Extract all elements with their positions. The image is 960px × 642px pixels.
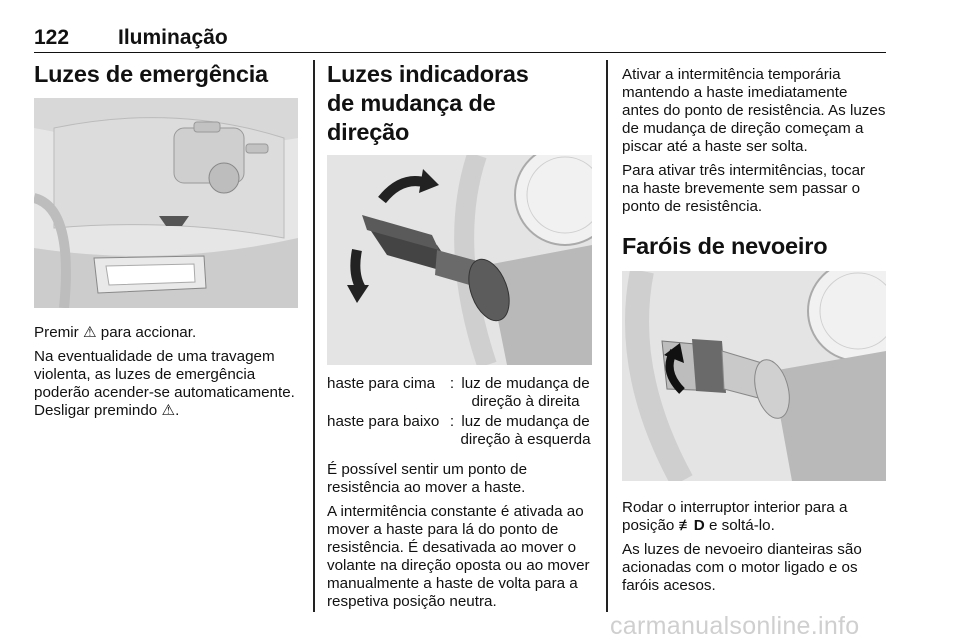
hazard-switch-illustration: [34, 98, 298, 308]
three-flashes-paragraph: Para ativar três intermitências, tocar na haste brevemente sem passar o ponto de resistência.: [622, 162, 866, 215]
hazard-paragraph: Na eventualidade de uma travagem violenta, as luzes de emergência poderão acender-se automaticamente. Desligar premindo: [34, 348, 295, 419]
chapter-title: Iluminação: [118, 26, 228, 49]
section-title: Luzes de emergência: [34, 61, 268, 87]
lever-position: haste para baixo: [327, 413, 440, 430]
rotate-switch-text: Rodar o interruptor interior para a posição: [622, 499, 848, 534]
column-divider: [313, 60, 315, 612]
section-title: Luzes indicadoras de mudança de direção: [327, 61, 529, 145]
turn-signal-lever-illustration: [327, 155, 592, 365]
resistance-paragraph: É possível sentir um ponto de resistência ao mover a haste.: [327, 461, 528, 496]
page-header: [34, 24, 886, 53]
fog-lights-section: [622, 66, 886, 601]
column-divider: [606, 60, 608, 612]
p1-text-pre: Premir: [34, 324, 83, 341]
temporary-flash-paragraph: Ativar a intermitência temporária mantendo a haste imediatamente antes do ponto de resistência. As luzes de mudança de direção começam a piscar até a haste ser solta.: [622, 66, 886, 155]
turn-signals-section: [327, 60, 592, 617]
signal-description: luz de mudança de direção à esquerda: [460, 413, 591, 448]
lever-position: haste para cima: [327, 375, 436, 392]
rotate-switch-text-end: e soltá-lo.: [704, 517, 775, 534]
fog-light-switch-illustration: [622, 271, 886, 481]
lever-positions-table: [327, 375, 592, 449]
separator: :: [449, 375, 455, 392]
table-row: [327, 413, 592, 449]
constant-flash-paragraph: A intermitência constante é ativada ao mover a haste para lá do ponto de resistência. É desativada ao mover o volante na direção oposta ou ao mover manualmente a haste de volta para a respetiva posição neutra.: [327, 503, 590, 610]
signal-description: luz de mudança de direção à direita: [461, 375, 590, 410]
hazard-lights-section: [34, 60, 298, 426]
paragraph-end: .: [175, 402, 180, 419]
p1-text-post: para accionar.: [96, 324, 197, 341]
fog-light-icon: ≢D: [678, 517, 705, 534]
page-number: 122: [34, 26, 70, 49]
separator: :: [449, 413, 455, 430]
hazard-warning-icon: ⚠: [161, 402, 176, 419]
section-title: Faróis de nevoeiro: [622, 233, 828, 259]
fog-light-condition-paragraph: As luzes de nevoeiro dianteiras são acionadas com o motor ligado e os faróis acesos.: [622, 541, 862, 594]
hazard-warning-icon: ⚠: [82, 324, 97, 341]
watermark: carmanualsonline.info: [610, 612, 860, 640]
table-row: [327, 375, 592, 413]
